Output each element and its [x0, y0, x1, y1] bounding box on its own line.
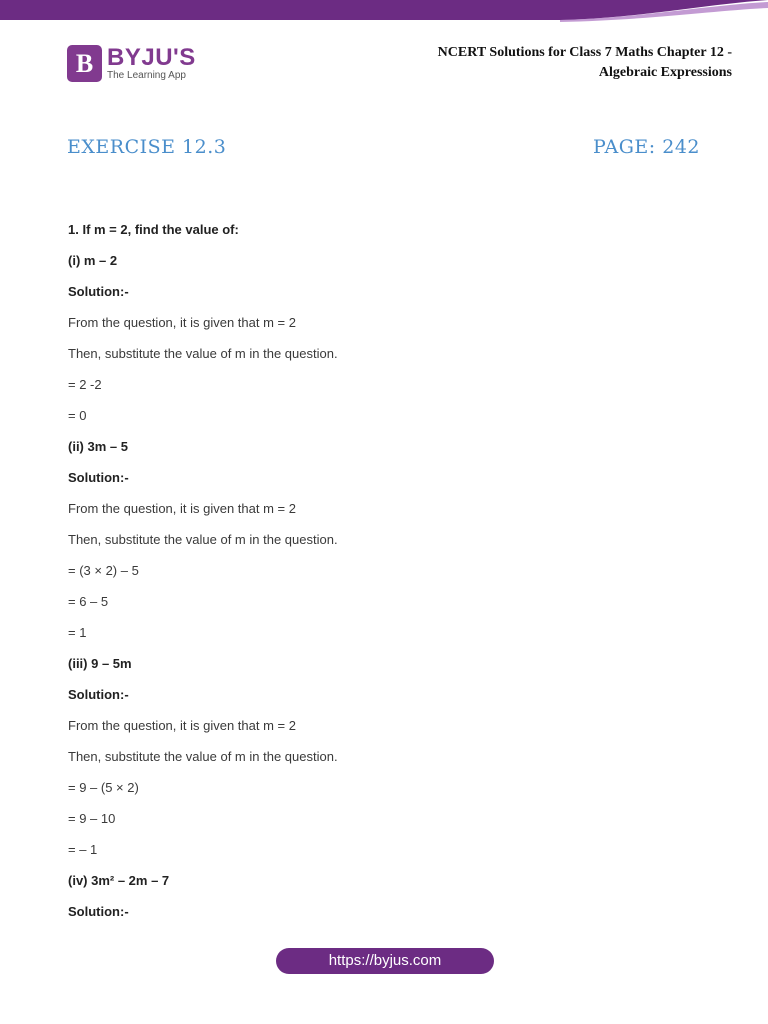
document-title-line-2: Algebraic Expressions [598, 65, 732, 80]
content-text-line: = – 1 [68, 842, 98, 857]
content-heading-line: Solution:- [68, 904, 129, 919]
content-text-line: = 9 – (5 × 2) [68, 780, 139, 795]
logo-badge-icon: B [67, 45, 102, 82]
logo-name: BYJU'S [107, 44, 196, 71]
content-text-line: From the question, it is given that m = 2 [68, 501, 296, 516]
content-text-line: = 1 [68, 625, 87, 640]
content-heading-line: Solution:- [68, 687, 129, 702]
content-heading-line: (i) m – 2 [68, 253, 118, 268]
document-title [372, 43, 732, 83]
content-heading-line: (iv) 3m² – 2m – 7 [68, 873, 170, 888]
content-text-line: From the question, it is given that m = 2 [68, 315, 296, 330]
content-heading-line: Solution:- [68, 470, 129, 485]
top-purple-band [0, 0, 768, 22]
content-heading-line: Solution:- [68, 284, 129, 299]
content-text-line: = 2 -2 [68, 377, 102, 392]
content-heading-line: (iii) 9 – 5m [68, 656, 132, 671]
content-text-line: Then, substitute the value of m in the question. [68, 532, 338, 547]
content-heading-line: (ii) 3m – 5 [68, 439, 128, 454]
content-text-line: Then, substitute the value of m in the question. [68, 346, 338, 361]
page-number: PAGE: 242 [592, 136, 700, 158]
solution-content [68, 220, 708, 933]
logo-tagline: The Learning App [107, 70, 186, 81]
content-text-line: = 6 – 5 [68, 594, 109, 609]
byjus-logo [67, 45, 196, 82]
logo-text [107, 46, 196, 81]
content-heading-line: 1. If m = 2, find the value of: [68, 222, 239, 237]
content-text-line: = 0 [68, 408, 87, 423]
content-text-line: Then, substitute the value of m in the question. [68, 749, 338, 764]
document-title-line-1: NCERT Solutions for Class 7 Maths Chapter 12 - [437, 45, 732, 60]
footer-url-link[interactable]: https://byjus.com [276, 948, 494, 974]
content-text-line: From the question, it is given that m = 2 [68, 718, 296, 733]
content-text-line: = 9 – 10 [68, 811, 116, 826]
content-text-line: = (3 × 2) – 5 [68, 563, 139, 578]
exercise-title: EXERCISE 12.3 [67, 136, 227, 158]
